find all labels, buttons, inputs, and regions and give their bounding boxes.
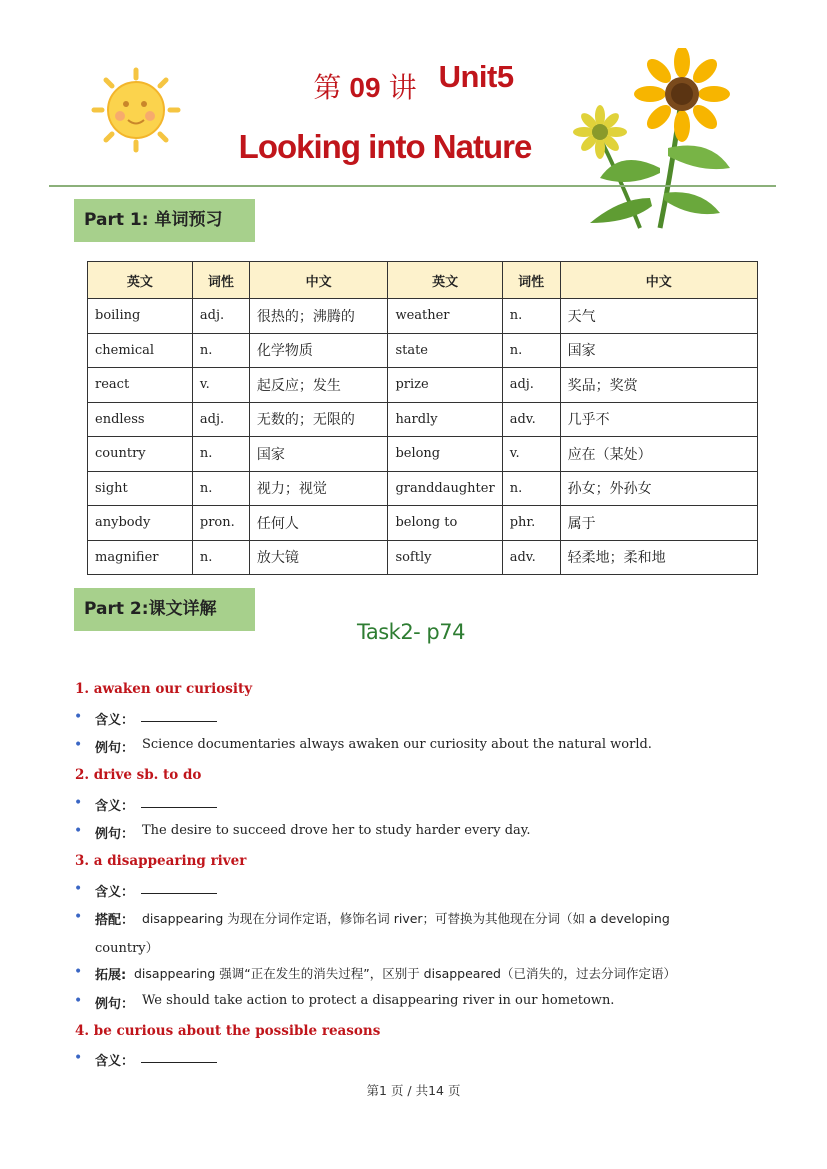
- table-cell: 孙女；外孙女: [560, 471, 757, 506]
- table-cell: n.: [192, 437, 249, 472]
- table-row: [88, 437, 758, 472]
- example-label: 例句：: [95, 741, 135, 756]
- example-label: 例句：: [95, 827, 135, 842]
- table-cell: phr.: [502, 506, 560, 541]
- table-cell: 起反应；发生: [249, 368, 388, 403]
- vocab-table: [87, 261, 758, 575]
- col-header: 词性: [502, 262, 560, 299]
- table-row: [88, 299, 758, 334]
- task-title: Task2- p74: [357, 620, 465, 644]
- table-cell: boiling: [88, 299, 193, 334]
- table-cell: chemical: [88, 333, 193, 368]
- table-cell: n.: [192, 333, 249, 368]
- header-divider: [49, 185, 776, 187]
- table-cell: sight: [88, 471, 193, 506]
- meaning-label: 含义：: [95, 713, 135, 728]
- table-row: [88, 368, 758, 403]
- example-label: 例句：: [95, 997, 135, 1012]
- table-cell: 轻柔地；柔和地: [560, 540, 757, 575]
- bullet-icon: •: [74, 909, 83, 925]
- lesson-suffix: 讲: [388, 71, 417, 104]
- bullet-icon: •: [74, 964, 83, 980]
- col-header: 词性: [192, 262, 249, 299]
- item-heading: 2. drive sb. to do: [75, 767, 202, 783]
- lesson-number: 09: [349, 72, 381, 103]
- col-header: 中文: [560, 262, 757, 299]
- table-cell: 几乎不: [560, 402, 757, 437]
- bullet-icon: •: [74, 1050, 83, 1066]
- lesson-prefix: 第: [313, 71, 342, 104]
- extension-label: 拓展:: [95, 968, 127, 983]
- table-row: [88, 402, 758, 437]
- meaning-blank: [141, 709, 217, 726]
- bullet-icon: •: [74, 737, 83, 753]
- table-header-row: [88, 262, 758, 299]
- part2-label: Part 2:课文详解: [74, 588, 255, 631]
- table-cell: n.: [192, 540, 249, 575]
- col-header: 中文: [249, 262, 388, 299]
- table-cell: 无数的；无限的: [249, 402, 388, 437]
- table-cell: v.: [192, 368, 249, 403]
- table-cell: hardly: [388, 402, 502, 437]
- item-heading: 4. be curious about the possible reasons: [75, 1023, 381, 1039]
- item-heading: 3. a disappearing river: [75, 853, 247, 869]
- table-cell: 放大镜: [249, 540, 388, 575]
- table-cell: v.: [502, 437, 560, 472]
- table-cell: adv.: [502, 402, 560, 437]
- col-header: 英文: [388, 262, 502, 299]
- table-cell: n.: [192, 471, 249, 506]
- table-cell: pron.: [192, 506, 249, 541]
- table-cell: 任何人: [249, 506, 388, 541]
- table-cell: country: [88, 437, 193, 472]
- example-text: The desire to succeed drove her to study harder every day.: [142, 823, 531, 838]
- part1-label: Part 1: 单词预习: [74, 199, 255, 242]
- extension-text: disappearing 强调“正在发生的消失过程”，区别于 disappeared（已消失的，过去分词作定语）: [134, 966, 676, 981]
- table-cell: belong to: [388, 506, 502, 541]
- table-cell: 国家: [249, 437, 388, 472]
- unit-title: Unit5: [438, 59, 514, 94]
- table-cell: prize: [388, 368, 502, 403]
- col-header: 英文: [88, 262, 193, 299]
- table-cell: 应在（某处）: [560, 437, 757, 472]
- table-cell: n.: [502, 299, 560, 334]
- table-cell: softly: [388, 540, 502, 575]
- bullet-icon: •: [74, 709, 83, 725]
- table-cell: react: [88, 368, 193, 403]
- table-cell: adv.: [502, 540, 560, 575]
- lesson-title: [0, 59, 827, 106]
- page-title: Looking into Nature: [238, 128, 532, 165]
- table-cell: n.: [502, 471, 560, 506]
- bullet-icon: •: [74, 881, 83, 897]
- item-heading: 1. awaken our curiosity: [75, 681, 253, 697]
- table-row: [88, 540, 758, 575]
- table-row: [88, 506, 758, 541]
- table-cell: 化学物质: [249, 333, 388, 368]
- meaning-blank: [141, 1050, 217, 1067]
- table-cell: adj.: [192, 299, 249, 334]
- table-cell: 天气: [560, 299, 757, 334]
- table-cell: adj.: [502, 368, 560, 403]
- table-cell: state: [388, 333, 502, 368]
- table-cell: adj.: [192, 402, 249, 437]
- table-cell: 视力；视觉: [249, 471, 388, 506]
- bullet-icon: •: [74, 993, 83, 1009]
- collocation-continued: country）: [95, 941, 159, 956]
- example-text: Science documentaries always awaken our curiosity about the natural world.: [142, 737, 652, 752]
- bullet-icon: •: [74, 823, 83, 839]
- table-cell: 国家: [560, 333, 757, 368]
- table-cell: anybody: [88, 506, 193, 541]
- meaning-label: 含义：: [95, 799, 135, 814]
- table-cell: n.: [502, 333, 560, 368]
- bullet-icon: •: [74, 795, 83, 811]
- table-cell: 属于: [560, 506, 757, 541]
- table-cell: granddaughter: [388, 471, 502, 506]
- meaning-blank: [141, 795, 217, 812]
- table-row: [88, 471, 758, 506]
- collocation-label: 搭配：: [95, 913, 135, 928]
- meaning-label: 含义：: [95, 885, 135, 900]
- meaning-label: 含义：: [95, 1054, 135, 1069]
- table-cell: weather: [388, 299, 502, 334]
- table-cell: magnifier: [88, 540, 193, 575]
- table-cell: 奖品；奖赏: [560, 368, 757, 403]
- meaning-blank: [141, 881, 217, 898]
- table-cell: belong: [388, 437, 502, 472]
- collocation-text: disappearing 为现在分词作定语，修饰名词 river；可替换为其他现在分词（如 a developing: [142, 911, 670, 926]
- table-row: [88, 333, 758, 368]
- page-footer: 第1 页 / 共14 页: [366, 1083, 461, 1098]
- table-cell: endless: [88, 402, 193, 437]
- table-cell: 很热的；沸腾的: [249, 299, 388, 334]
- example-text: We should take action to protect a disappearing river in our hometown.: [142, 993, 615, 1008]
